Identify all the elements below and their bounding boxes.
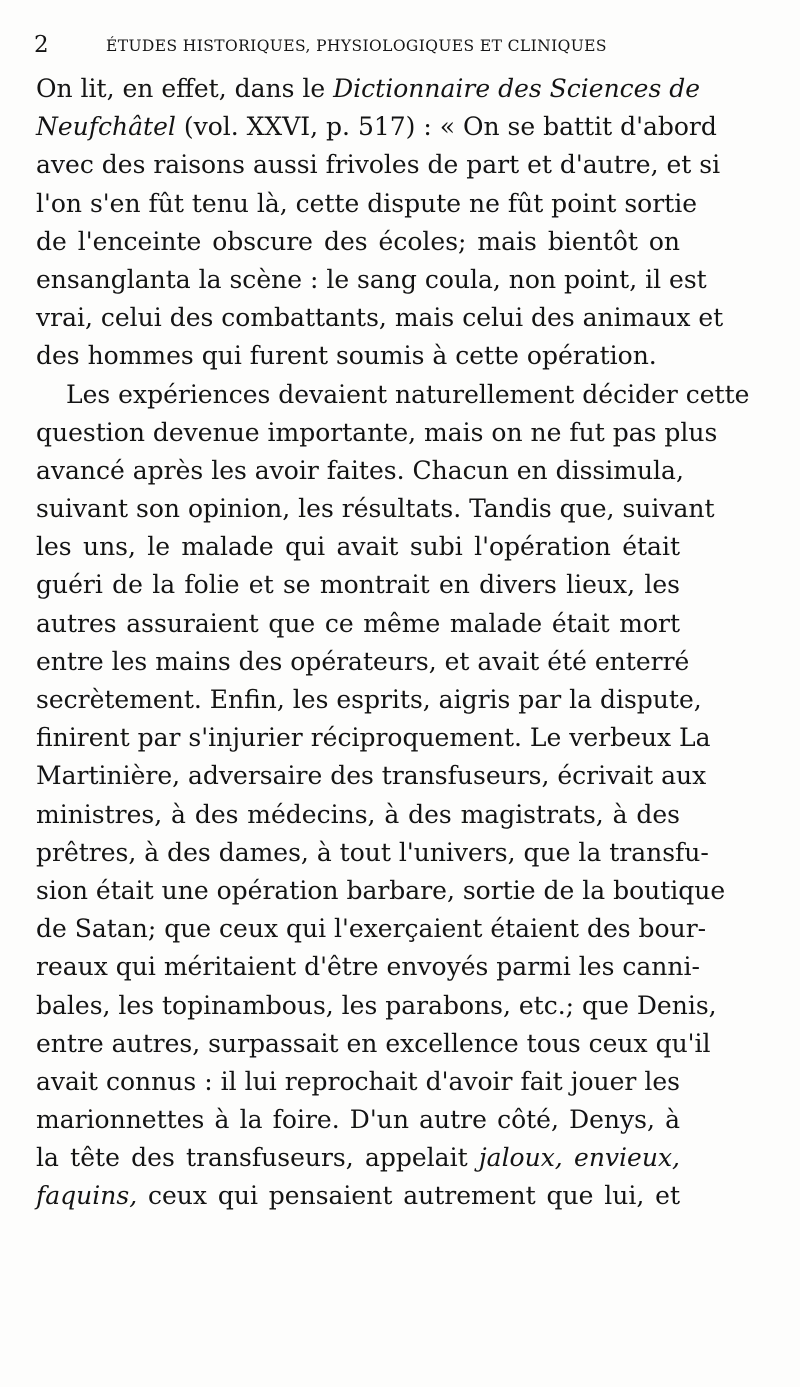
text-run: la tête des transfuseurs, appelait <box>36 1143 479 1173</box>
text-line <box>36 376 750 414</box>
italic-text: faquins, <box>36 1181 138 1211</box>
text-run: de l'enceinte obscure des écoles; mais bientôt on <box>36 226 680 256</box>
text-line <box>36 1177 680 1215</box>
text-line <box>36 910 707 948</box>
text-run: de Satan; que ceux qui l'exerçaient étaient des bour- <box>36 914 707 944</box>
text-line <box>36 681 702 719</box>
text-line <box>36 1139 680 1177</box>
text-run: prêtres, à des dames, à tout l'univers, que la transfu- <box>36 837 709 867</box>
text-line <box>36 337 680 375</box>
text-run: suivant son opinion, les résultats. Tandis que, suivant <box>36 494 715 524</box>
text-line <box>36 223 680 261</box>
text-line <box>36 948 700 986</box>
text-run: entre autres, surpassait en excellence tous ceux qu'il <box>36 1028 711 1058</box>
text-line <box>36 796 680 834</box>
text-run: Martinière, adversaire des transfuseurs, écrivait aux <box>36 761 707 791</box>
running-head: ÉTUDES HISTORIQUES, PHYSIOLOGIQUES ET CLINIQUES <box>106 37 607 55</box>
text-run: guéri de la folie et se montrait en divers lieux, les <box>36 570 680 600</box>
body-text <box>36 70 750 1216</box>
text-run: les uns, le malade qui avait subi l'opération était <box>36 532 680 562</box>
text-line <box>36 70 701 108</box>
text-line <box>36 414 718 452</box>
text-line <box>36 299 724 337</box>
text-run: des hommes qui furent soumis à cette opération. <box>36 341 657 371</box>
text-run: On lit, en effet, dans le <box>36 74 334 103</box>
text-run: sion était une opération barbare, sortie de la boutique <box>36 875 726 905</box>
italic-text: Dictionnaire des Sciences de <box>333 74 701 103</box>
text-run: autres assuraient que ce même malade était mort <box>36 608 680 638</box>
text-line <box>36 146 721 184</box>
paragraph <box>36 376 750 1216</box>
text-run: question devenue importante, mais on ne fut pas plus <box>36 417 718 447</box>
text-run: bales, les topinambous, les parabons, etc.; que Denis, <box>36 990 717 1020</box>
text-run: avancé après les avoir faites. Chacun en dissimula, <box>36 455 684 485</box>
text-line <box>36 643 690 681</box>
text-line <box>36 261 707 299</box>
text-run: reaux qui méritaient d'être envoyés parmi les canni- <box>36 952 700 982</box>
text-line <box>36 528 680 566</box>
text-line <box>36 1063 680 1101</box>
text-line <box>36 719 711 757</box>
italic-text: Neufchâtel <box>36 112 176 142</box>
text-line <box>36 452 684 490</box>
text-line <box>36 987 717 1025</box>
text-run: finirent par s'injurier réciproquement. Le verbeux La <box>36 723 711 753</box>
text-run: ensanglanta la scène : le sang coula, non point, il est <box>36 264 707 294</box>
text-line <box>36 490 715 528</box>
text-line <box>36 1101 680 1139</box>
text-run: Les expériences devaient naturellement décider cette <box>66 379 750 409</box>
paragraph <box>36 70 724 376</box>
text-run: secrètement. Enfin, les esprits, aigris par la dispute, <box>36 685 702 714</box>
text-line <box>36 185 697 223</box>
text-run: marionnettes à la foire. D'un autre côté, Denys, à <box>36 1105 680 1135</box>
italic-text: jaloux, envieux, <box>478 1143 680 1173</box>
page-number: 2 <box>34 32 49 58</box>
text-line <box>36 108 717 146</box>
text-run: avec des raisons aussi frivoles de part et d'autre, et si <box>36 150 721 180</box>
text-run: l'on s'en fût tenu là, cette dispute ne fût point sortie <box>36 188 697 218</box>
text-run: avait connus : il lui reprochait d'avoir fait jouer les <box>36 1066 680 1096</box>
text-run: vrai, celui des combattants, mais celui des animaux et <box>36 303 724 333</box>
text-run: ministres, à des médecins, à des magistrats, à des <box>36 799 680 829</box>
page-header <box>34 30 684 62</box>
text-line <box>36 605 680 643</box>
text-line <box>36 1025 711 1063</box>
text-line <box>36 566 680 604</box>
text-run: ceux qui pensaient autrement que lui, et <box>137 1181 680 1211</box>
text-line <box>36 834 709 872</box>
text-run: (vol. XXVI, p. 517) : « On se battit d'abord <box>175 112 717 142</box>
text-run: entre les mains des opérateurs, et avait été enterré <box>36 646 690 676</box>
text-line <box>36 872 726 910</box>
text-line <box>36 757 707 795</box>
